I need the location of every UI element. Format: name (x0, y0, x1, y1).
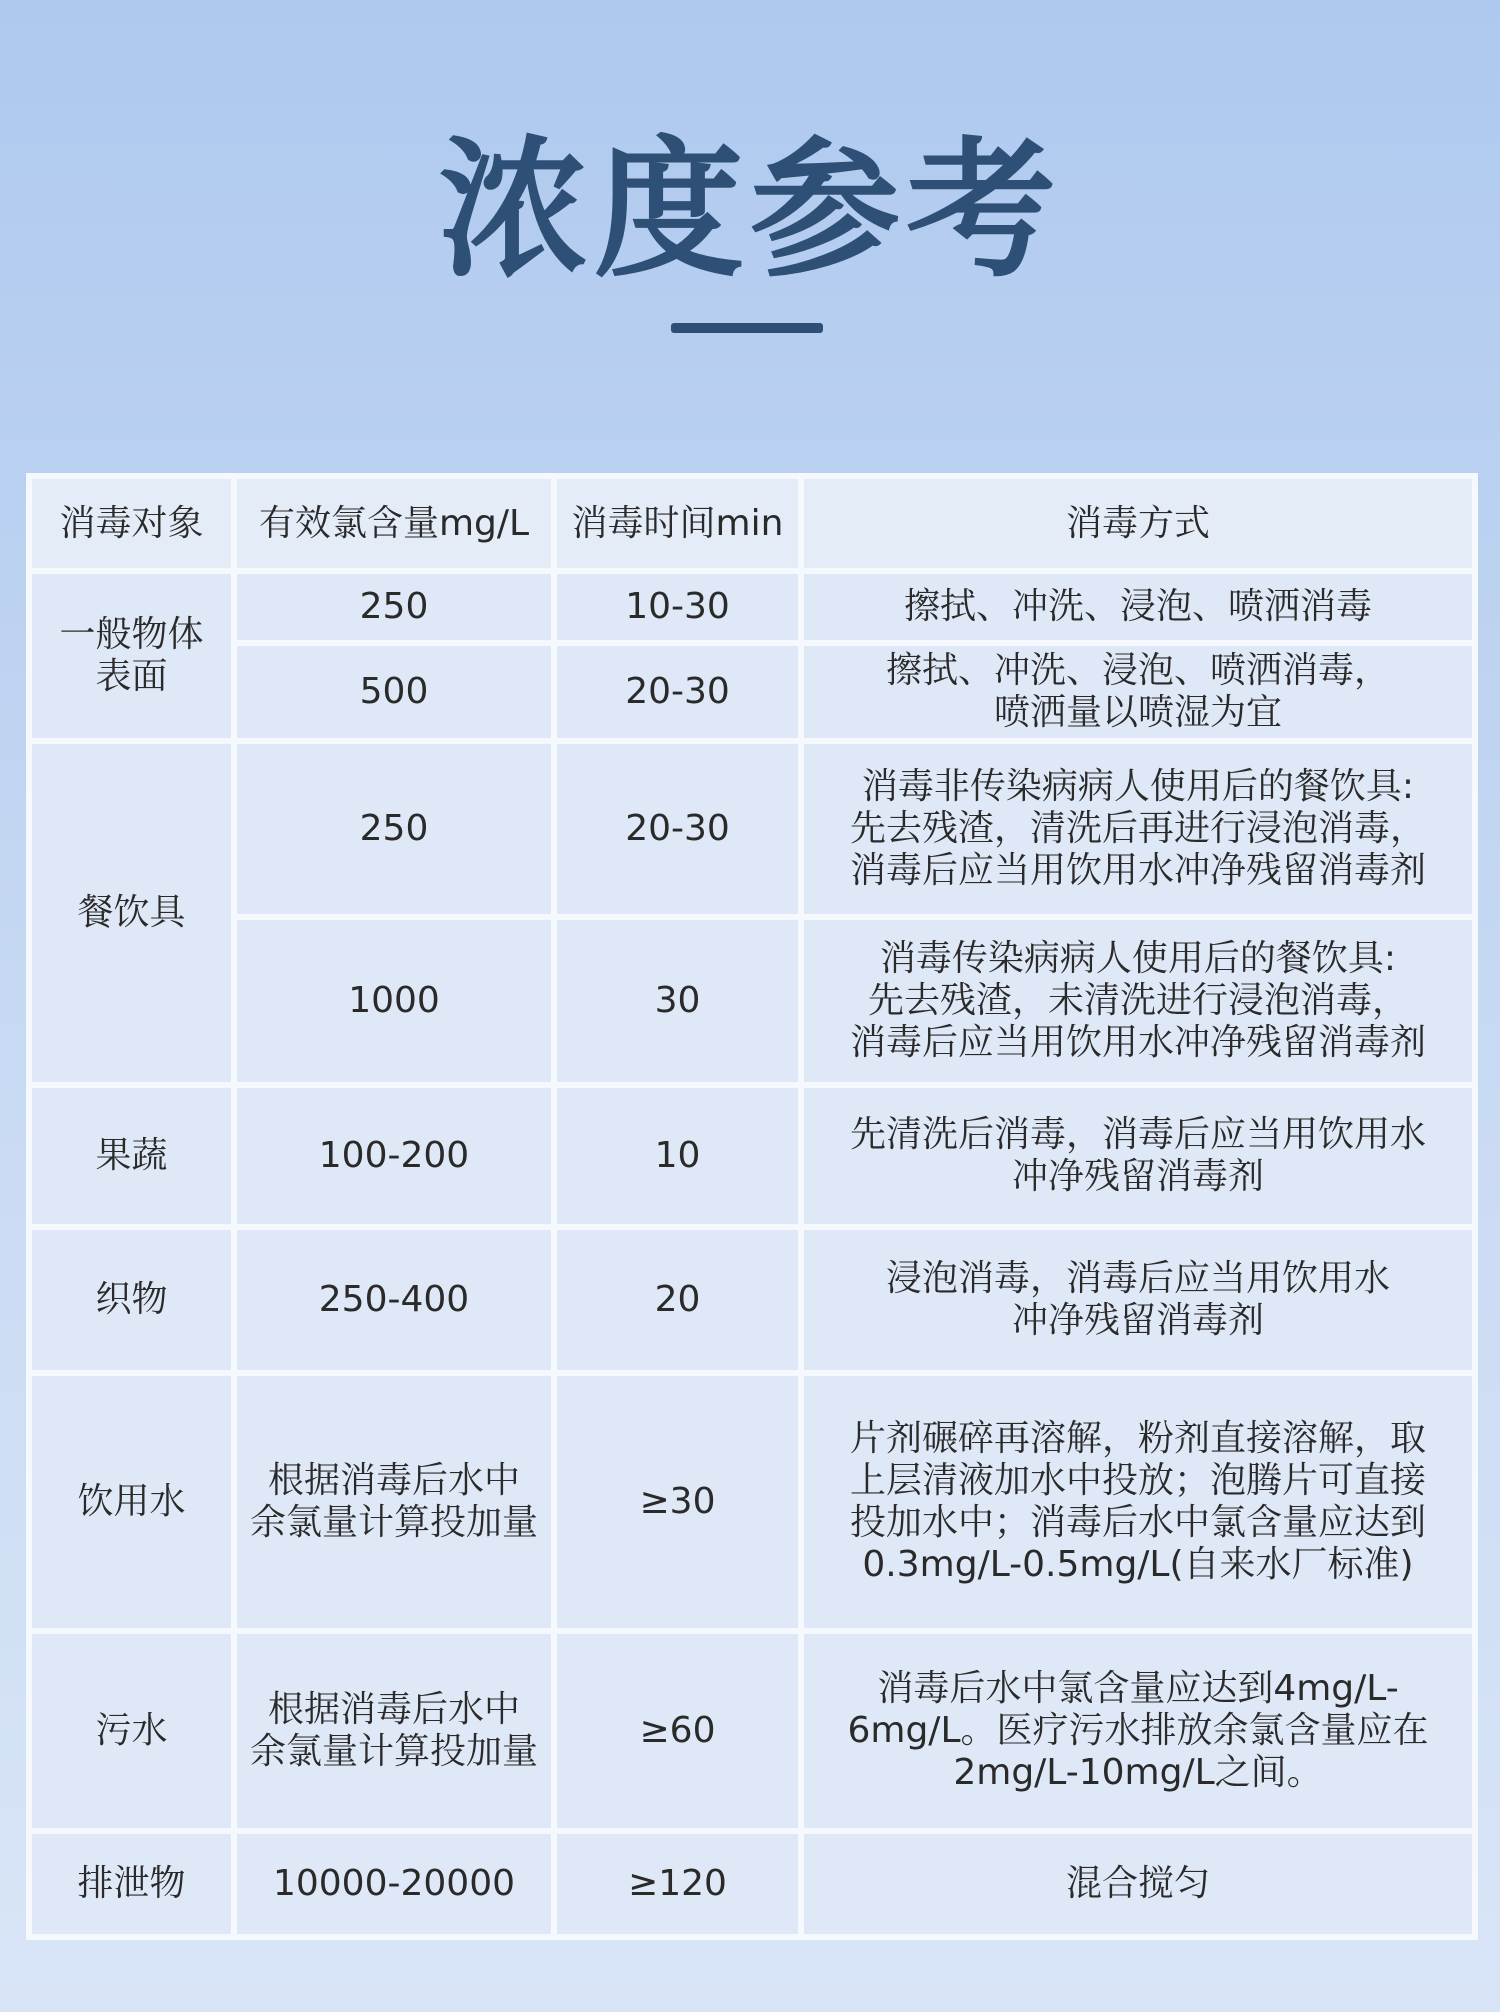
cell-method: 浸泡消毒，消毒后应当用饮用水 冲净残留消毒剂 (801, 1227, 1475, 1373)
header-object: 消毒对象 (29, 476, 234, 571)
concentration-table (26, 473, 1478, 1940)
table-row (29, 1085, 1475, 1227)
cell-object: 织物 (29, 1227, 234, 1373)
cell-chlorine: 100-200 (234, 1085, 554, 1227)
table-row (29, 917, 1475, 1085)
cell-time: 20 (554, 1227, 801, 1373)
cell-method: 擦拭、冲洗、浸泡、喷洒消毒， 喷洒量以喷湿为宜 (801, 643, 1475, 741)
cell-time: 10-30 (554, 571, 801, 643)
cell-object: 污水 (29, 1631, 234, 1831)
cell-method: 消毒非传染病病人使用后的餐饮具: 先去残渣，清洗后再进行浸泡消毒， 消毒后应当用饮用水冲净残留消毒剂 (801, 741, 1475, 917)
title-underline (671, 323, 823, 333)
page-title: 浓度参考 (437, 122, 1062, 298)
table-row (29, 1373, 1475, 1631)
cell-method: 混合搅匀 (801, 1831, 1475, 1937)
cell-time: 30 (554, 917, 801, 1085)
cell-chlorine: 根据消毒后水中 余氯量计算投加量 (234, 1631, 554, 1831)
cell-time: 20-30 (554, 741, 801, 917)
cell-time: ≥120 (554, 1831, 801, 1937)
cell-method: 消毒传染病病人使用后的餐饮具: 先去残渣，未清洗进行浸泡消毒， 消毒后应当用饮用水冲净残留消毒剂 (801, 917, 1475, 1085)
cell-chlorine: 根据消毒后水中 余氯量计算投加量 (234, 1373, 554, 1631)
cell-object: 果蔬 (29, 1085, 234, 1227)
cell-object: 餐饮具 (29, 741, 234, 1085)
cell-method: 擦拭、冲洗、浸泡、喷洒消毒 (801, 571, 1475, 643)
cell-object: 排泄物 (29, 1831, 234, 1937)
cell-object: 一般物体 表面 (29, 571, 234, 741)
header-method: 消毒方式 (801, 476, 1475, 571)
table-header-row (29, 476, 1475, 571)
cell-time: 20-30 (554, 643, 801, 741)
cell-chlorine: 250-400 (234, 1227, 554, 1373)
cell-method: 片剂碾碎再溶解，粉剂直接溶解，取 上层清液加水中投放；泡腾片可直接 投加水中；消毒后水中氯含量应达到 0.3mg/L-0.5mg/L(自来水厂标准) (801, 1373, 1475, 1631)
table-row (29, 1631, 1475, 1831)
header-time: 消毒时间min (554, 476, 801, 571)
cell-method: 消毒后水中氯含量应达到4mg/L- 6mg/L。医疗污水排放余氯含量应在 2mg/L-10mg/L之间。 (801, 1631, 1475, 1831)
cell-chlorine: 1000 (234, 917, 554, 1085)
table-row (29, 741, 1475, 917)
cell-chlorine: 500 (234, 643, 554, 741)
cell-chlorine: 250 (234, 741, 554, 917)
table-row (29, 1831, 1475, 1937)
cell-time: ≥60 (554, 1631, 801, 1831)
cell-chlorine: 10000-20000 (234, 1831, 554, 1937)
table-row (29, 643, 1475, 741)
header-chlorine: 有效氯含量mg/L (234, 476, 554, 571)
table-row (29, 571, 1475, 643)
table-row (29, 1227, 1475, 1373)
cell-object: 饮用水 (29, 1373, 234, 1631)
cell-time: 10 (554, 1085, 801, 1227)
cell-method: 先清洗后消毒，消毒后应当用饮用水 冲净残留消毒剂 (801, 1085, 1475, 1227)
cell-time: ≥30 (554, 1373, 801, 1631)
cell-chlorine: 250 (234, 571, 554, 643)
